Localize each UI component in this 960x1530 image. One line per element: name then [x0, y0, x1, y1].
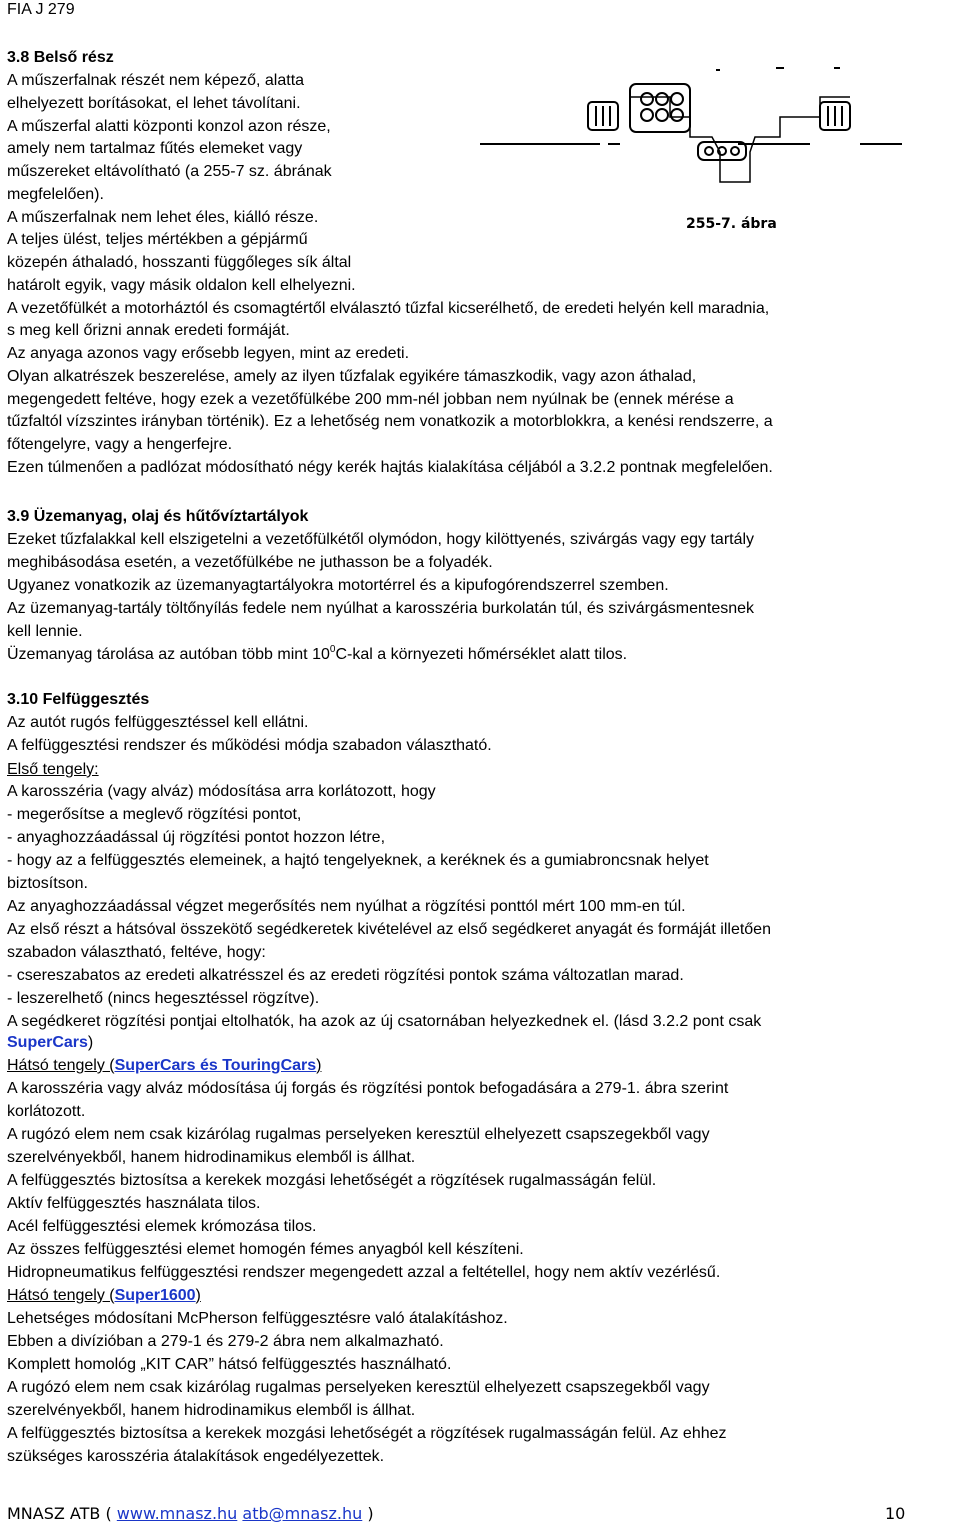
text-line: A műszerfalnak nem lehet éles, kiálló része. [7, 208, 319, 226]
text-line: Hidropneumatikus felfüggesztési rendszer megengedett azzal a feltétellel, hogy nem aktív vezérlésű. [7, 1264, 721, 1281]
text-line: elhelyezett borításokat, el lehet távolítani. [7, 94, 301, 112]
text-line: amely nem tartalmaz fűtés elemeket vagy [7, 140, 303, 158]
text-line: A felfüggesztés biztosítsa a kerekek mozgási lehetőségét a rögzítések rugalmasságán felül. Az ehhez [7, 1425, 727, 1442]
text-line: meghibásodása esetén, a vezetőfülkébe ne juthasson be a folyadék. [7, 554, 493, 571]
text-line: Komplett homológ „KIT CAR” hátsó felfüggesztés használható. [7, 1356, 452, 1373]
text-line: A felfüggesztési rendszer és működési módja szabadon választható. [7, 737, 492, 754]
email-link[interactable]: atb@mnasz.hu [242, 1504, 363, 1523]
text-line: A rugózó elem nem csak kizárólag rugalmas perselyeken keresztül elhelyezett csapszegekből vagy [7, 1379, 710, 1396]
page-number: 10 [885, 1504, 906, 1523]
text-line: szükséges karosszéria átalakítások engedélyezettek. [7, 1448, 385, 1465]
text-line: - leszerelhető (nincs hegesztéssel rögzítve). [7, 990, 320, 1007]
text-line: korlátozott. [7, 1103, 86, 1120]
text-line: főtengelyre, vagy a hengerfejre. [7, 436, 233, 453]
subframe-line: A segédkeret rögzítési pontjai eltolhatók, ha azok az új csatornában helyezkednek el. (lásd 3.2.2 pont csak [7, 1013, 762, 1030]
text-line: - megerősítse a meglevő rögzítési pontot, [7, 806, 302, 823]
text-line: - hogy az a felfüggesztés elemeinek, a hajtó tengelyeknek, a keréknek és a gumiabroncsnak helyet [7, 852, 709, 869]
supercars-line: SuperCars) [7, 1034, 94, 1051]
text-line: Az összes felfüggesztési elemet homogén fémes anyagból kell készíteni. [7, 1241, 524, 1258]
text-line: s meg kell őrizni annak eredeti formáját. [7, 322, 290, 340]
text-line: Ebben a divízióban a 279-1 és 279-2 ábra nem alkalmazható. [7, 1333, 444, 1350]
text-line: műszereket eltávolítható (a 255-7 sz. ábrának [7, 163, 332, 180]
text-line: A rugózó elem nem csak kizárólag rugalmas perselyeken keresztül elhelyezett csapszegekből vagy [7, 1126, 710, 1143]
text-line: szerelvényekből, hanem hidrodinamikus elemből is állhat. [7, 1402, 416, 1419]
text-line: megfelelően). [7, 185, 104, 203]
front-axle-heading: Első tengely: [7, 761, 99, 778]
text-line: Ezen túlmenően a padlózat módosítható négy kerék hajtás kialakítása céljából a 3.2.2 pontnak megfelelően. [7, 458, 773, 476]
text-line: Lehetséges módosítani McPherson felfüggesztésre való átalakításhoz. [7, 1310, 508, 1327]
text-line: Az első részt a hátsóval összekötő segédkeretek kivételével az első segédkeret anyagát és formáját illetően [7, 921, 771, 938]
rear-axle-heading: Hátsó tengely (SuperCars és TouringCars) [7, 1057, 322, 1074]
text-line: Az üzemanyag-tartály töltőnyílás fedele nem nyúlhat a karosszéria burkolatán túl, és szivárgásmentesnek [7, 600, 755, 617]
text-line: A karosszéria vagy alváz módosítása új forgás és rögzítési pontok befogadására a 279-1. ábra szerint [7, 1080, 729, 1097]
text-line: A műszerfal alatti központi konzol azon része, [7, 117, 331, 135]
text-line: szabadon választható, feltéve, hogy: [7, 944, 266, 961]
dashboard-diagram-figure [480, 62, 905, 192]
text-line: Acél felfüggesztési elemek krómozása tilos. [7, 1218, 317, 1235]
text-line: A teljes ülést, teljes mértékben a gépjármű [7, 231, 308, 249]
rear-axle-super1600-heading: Hátsó tengely (Super1600) [7, 1287, 201, 1304]
website-link[interactable]: www.mnasz.hu [116, 1504, 238, 1523]
text-line: kell lennie. [7, 623, 83, 640]
text-line: Aktív felfüggesztés használata tilos. [7, 1195, 261, 1212]
footer-left: MNASZ ATB ( www.mnasz.hu atb@mnasz.hu ) [7, 1504, 374, 1523]
figure-caption: 255-7. ábra [686, 216, 777, 232]
text-line: megengedett feltéve, hogy ezek a vezetőfülkébe 200 mm-nél jobban nem nyúlnak be (ennek mérése a [7, 390, 734, 408]
text-line: A műszerfalnak részét nem képező, alatta [7, 72, 305, 89]
text-line: - anyaghozzáadással új rögzítési pontot hozzon létre, [7, 829, 386, 846]
text-line: A felfüggesztés biztosítsa a kerekek mozgási lehetőségét a rögzítések rugalmasságán felül. [7, 1172, 657, 1189]
text-line: Ugyanez vonatkozik az üzemanyagtartályokra motortérrel és a kipufogórendszerrel szemben. [7, 577, 669, 594]
text-line: A vezetőfülkét a motorháztól és csomagtértől elválasztó tűzfal kicserélhető, de eredeti helyén kell maradnia, [7, 299, 770, 317]
section-3-9-title: 3.9 Üzemanyag, olaj és hűtővíztartályok [7, 508, 309, 525]
text-line: Az anyaga azonos vagy erősebb legyen, mint az eredeti. [7, 345, 410, 362]
text-line: biztosítson. [7, 875, 88, 892]
text-line: Ezeket tűzfalakkal kell elszigetelni a vezetőfülkétől olymódon, hogy kilöttyenés, szivárgás vagy egy tartály [7, 531, 755, 548]
running-header: FIA J 279 [7, 1, 75, 18]
text-line: szerelvényekből, hanem hidrodinamikus elemből is állhat. [7, 1149, 416, 1166]
text-line: közepén áthaladó, hosszanti függőleges sík által [7, 254, 352, 271]
text-line: tűzfaltól vízszintes irányban történik). Ez a lehetőség nem vonatkozik a motorblokkra, a kenési rendszerre, a [7, 413, 773, 431]
text-line: Olyan alkatrészek beszerelése, amely az ilyen tűzfalak egyikére támaszkodik, vagy azon áthalad, [7, 367, 697, 385]
text-line: Az anyaghozzáadással végzet megerősítés nem nyúlhat a rögzítési ponttól mért 100 mm-en túl. [7, 898, 686, 915]
text-line: A karosszéria (vagy alváz) módosítása arra korlátozott, hogy [7, 783, 436, 800]
text-line: határolt egyik, vagy másik oldalon kell elhelyezni. [7, 276, 356, 294]
text-line: Az autót rugós felfüggesztéssel kell ellátni. [7, 714, 309, 731]
section-3-10-title: 3.10 Felfüggesztés [7, 691, 150, 708]
fuel-storage-line: Üzemanyag tárolása az autóban több mint $10^0C$-kal a környezeti hőmérséklet alatt tilos. [7, 643, 628, 663]
section-3-8-title: 3.8 Belső rész [7, 49, 114, 66]
text-line: - csereszabatos az eredeti alkatrésszel és az eredeti rögzítési pontok száma változatlan marad. [7, 967, 684, 984]
